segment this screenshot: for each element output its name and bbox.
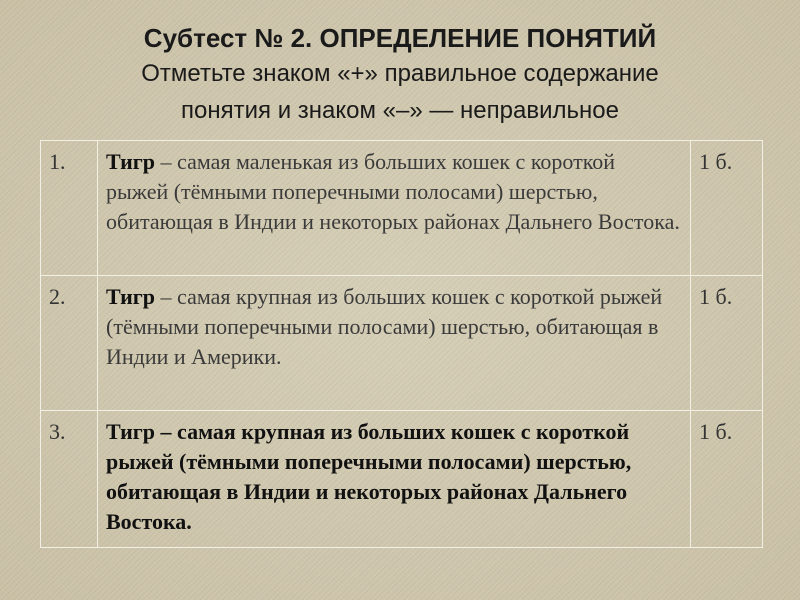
slide-header xyxy=(0,22,800,129)
item-points: 1 б. xyxy=(691,276,763,411)
table-row xyxy=(41,411,763,548)
instruction-line-2: понятия и знаком «–» — неправильное xyxy=(181,97,619,124)
instruction-line-1: Отметьте знаком «+» правильное содержание xyxy=(141,60,659,87)
item-definition-cell xyxy=(98,276,691,411)
table-row xyxy=(41,276,763,411)
item-points: 1 б. xyxy=(691,411,763,548)
item-definition: – самая крупная из больших кошек с короткой рыжей (тёмными поперечными полосами) шерстью, обитающая в Индии и Америки. xyxy=(106,284,663,369)
item-number: 1. xyxy=(41,141,98,276)
table-row xyxy=(41,141,763,276)
item-definition-cell xyxy=(98,141,691,276)
item-definition-cell xyxy=(98,411,691,548)
item-term: Тигр xyxy=(106,149,156,174)
definitions-table xyxy=(40,140,763,548)
item-term: Тигр xyxy=(106,419,156,444)
item-number: 2. xyxy=(41,276,98,411)
item-definition: – самая маленькая из больших кошек с короткой рыжей (тёмными поперечными полосами) шерстью, обитающая в Индии и некоторых районах Дальнего Востока. xyxy=(106,149,680,234)
item-number: 3. xyxy=(41,411,98,548)
page-title: Субтест № 2. ОПРЕДЕЛЕНИЕ ПОНЯТИЙ xyxy=(143,23,657,53)
item-term: Тигр xyxy=(106,284,156,309)
item-points: 1 б. xyxy=(691,141,763,276)
item-definition: – самая крупная из больших кошек с короткой рыжей (тёмными поперечными полосами) шерстью, обитающая в Индии и некоторых районах Дальнего Востока. xyxy=(106,419,632,534)
